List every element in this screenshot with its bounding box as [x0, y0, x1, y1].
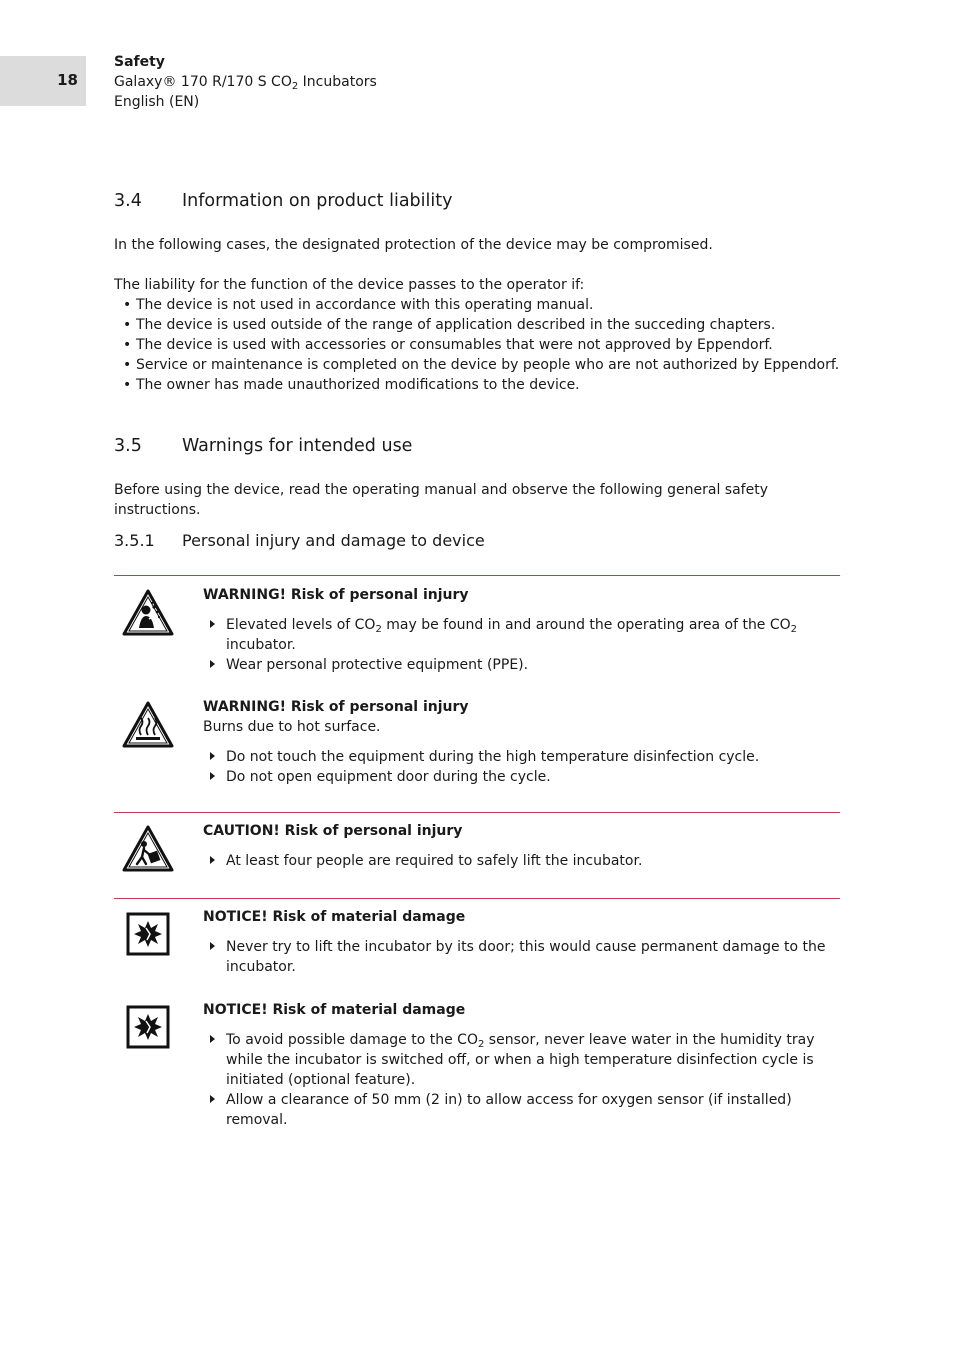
heading-3-5-1: 3.5.1 Personal injury and damage to device — [114, 531, 485, 550]
warning-title: WARNING! Risk of personal injury — [203, 699, 469, 715]
warnings-intro: Before using the device, read the operating manual and observe the following general safety instructions. — [114, 482, 768, 518]
page-number: 18 — [57, 71, 78, 89]
warning-rule — [114, 575, 840, 576]
instruction-list — [203, 615, 843, 675]
warning-hot-surface — [203, 697, 843, 787]
warning-title: WARNING! Risk of personal injury — [203, 587, 469, 603]
warning-toxic-gas — [203, 585, 843, 675]
list-item: • The device is used with accessories or consumables that were not approved by Eppendorf. — [114, 335, 839, 355]
material-damage-notice-icon — [126, 912, 170, 956]
list-item: • The owner has made unauthorized modifications to the device. — [114, 375, 839, 395]
heading-3-4: 3.4 Information on product liability — [114, 191, 453, 211]
instruction-item: To avoid possible damage to the $CO_2$ sensor, never leave water in the humidity tray while the incubator is switched off, or when a high temperature disinfection cycle is initiated (optional feature). — [203, 1030, 843, 1090]
heavy-load-caution-icon — [121, 824, 175, 874]
list-item: • The device is used outside of the range of application described in the succeding chapters. — [114, 315, 839, 335]
notice-humidity-tray — [203, 1000, 843, 1130]
instruction-list — [203, 937, 843, 977]
list-item: • Service or maintenance is completed on the device by people who are not authorized by Eppendorf. — [114, 355, 839, 375]
instruction-item: At least four people are required to safely lift the incubator. — [203, 851, 843, 871]
list-item: • The device is not used in accordance with this operating manual. — [114, 295, 839, 315]
liability-lead: The liability for the function of the device passes to the operator if: — [114, 277, 585, 293]
instruction-list — [203, 747, 843, 787]
header-language: English (EN) — [114, 94, 200, 110]
heading-3-5: 3.5 Warnings for intended use — [114, 436, 413, 456]
liability-intro: In the following cases, the designated protection of the device may be compromised. — [114, 237, 713, 253]
notice-title: NOTICE! Risk of material damage — [203, 909, 466, 925]
instruction-item: Elevated levels of $CO_2$ may be found in and around the operating area of the $CO_2$ incubator. — [203, 615, 843, 655]
notice-rule — [114, 898, 840, 899]
instruction-item: Wear personal protective equipment (PPE). — [203, 655, 843, 675]
instruction-item: Do not open equipment door during the cycle. — [203, 767, 843, 787]
instruction-list — [203, 1030, 843, 1130]
caution-title: CAUTION! Risk of personal injury — [203, 823, 463, 839]
running-header — [114, 52, 377, 112]
instruction-item: Do not touch the equipment during the high temperature disinfection cycle. — [203, 747, 843, 767]
header-product: Galaxy® 170 R/170 S $CO_2$ Incubators — [114, 74, 377, 92]
caution-heavy-load — [203, 821, 843, 871]
hot-surface-warning-icon — [121, 700, 175, 750]
toxic-gas-warning-icon — [121, 588, 175, 638]
instruction-item: Never try to lift the incubator by its door; this would cause permanent damage to the incubator. — [203, 937, 843, 977]
notice-title: NOTICE! Risk of material damage — [203, 1002, 466, 1018]
warning-description: Burns due to hot surface. — [203, 719, 381, 735]
notice-door-lift — [203, 907, 843, 977]
header-section: Safety — [114, 54, 165, 70]
instruction-list — [203, 851, 843, 871]
liability-list — [114, 295, 839, 395]
caution-rule — [114, 812, 840, 813]
instruction-item: Allow a clearance of 50 mm (2 in) to allow access for oxygen sensor (if installed) removal. — [203, 1090, 843, 1130]
material-damage-notice-icon — [126, 1005, 170, 1049]
